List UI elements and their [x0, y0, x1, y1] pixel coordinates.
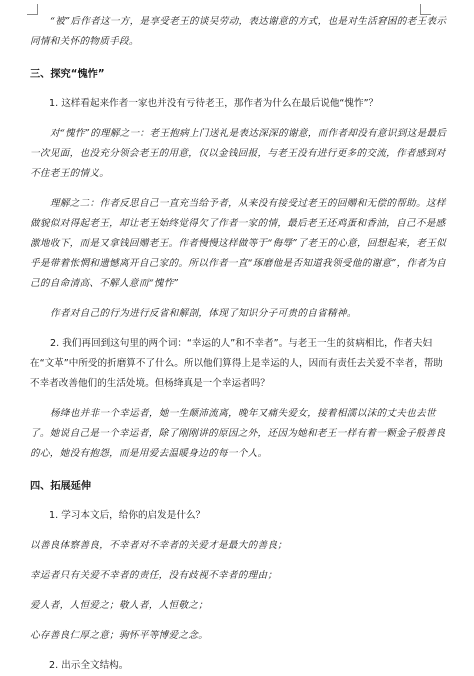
answer-line-3: 爱人者，人恒爱之；敬人者，人恒敬之； — [30, 600, 209, 611]
answer-line-4: 心存善良仁厚之意；驹怀平等博爱之念。 — [30, 630, 209, 641]
question-1: 1. 这样看起来作者一家也并没有亏待老王，那作者为什么在最后说他“愧怍”？ — [49, 98, 379, 109]
paragraph-understanding-2: 理解之二：作者反思自己一直充当给予者，从来没有接受过老王的回赠和无偿的帮助。这样做貌似对得起老王，却让老王始终觉得欠了作者一家的情，最后老王还鸡蛋和香油，自己不是感激地收下，而是又拿钱回赠老王。作者慢慢这样做等于“侮辱”了老王的心意，回想起来，老王似乎是带着怅惘和遗憾离开自己家的。所以作者一直“琢磨他是否知道我领受他的谢意”，作者为自己的自命清高、不解人意而“愧怍” — [30, 198, 447, 289]
paragraph-understanding-1: 对“愧怍”的理解之一：老王抱病上门送礼是表达深深的谢意，而作者却没有意识到这是最后一次见面，也没充分领会老王的用意，仅以金钱回报，与老王没有进行更多的交流，作者感到对不住老王的情义。 — [30, 128, 447, 179]
paragraph-lucky-person: 杨绛也并非一个幸运者，她一生颠沛流离，晚年又痛失爱女，接着相濡以沫的丈夫也去世了。她说自己是一个幸运者，除了刚刚讲的原因之外，还因为她和老王一样有着一颗金子般善良的心，她没有抱怨，而是用爱去温暖身边的每一个人。 — [30, 408, 446, 459]
section-heading-extension: 四、拓展延伸 — [30, 481, 92, 492]
document-body — [30, 12, 450, 676]
answer-line-2: 幸运者只有关爱不幸者的责任，没有歧视不幸者的理由； — [30, 570, 278, 581]
answer-line-1: 以善良体察善良，不幸者对不幸者的关爱才是最大的善良； — [30, 540, 288, 551]
paragraph-reflection: 作者对自己的行为进行反省和解剖，体现了知识分子可贵的自省精神。 — [50, 308, 357, 319]
section-heading-explore: 三、探究“愧怍” — [30, 69, 105, 80]
question-3: 1. 学习本文后，给你的启发是什么？ — [49, 510, 206, 521]
question-4: 2. 出示全文结构。 — [49, 660, 129, 671]
paragraph-continuation: “被”后作者这一方，是享受老王的谈吴劳动，表达谢意的方式，也是对生活窘困的老王表示同情和关怀的物质手段。 — [30, 16, 447, 47]
question-2: 2. 我们再回到这句里的两个词：“幸运的人”和不幸者”。与老王一生的贫病相比，作者夫妇在“文革”中所受的折磨算不了什么。所以他们算得上是幸运的人，因而有责任去关爱不幸者，帮助不幸者改善他们的生活处境。但杨绛真是一个幸运者吗？ — [30, 338, 443, 389]
